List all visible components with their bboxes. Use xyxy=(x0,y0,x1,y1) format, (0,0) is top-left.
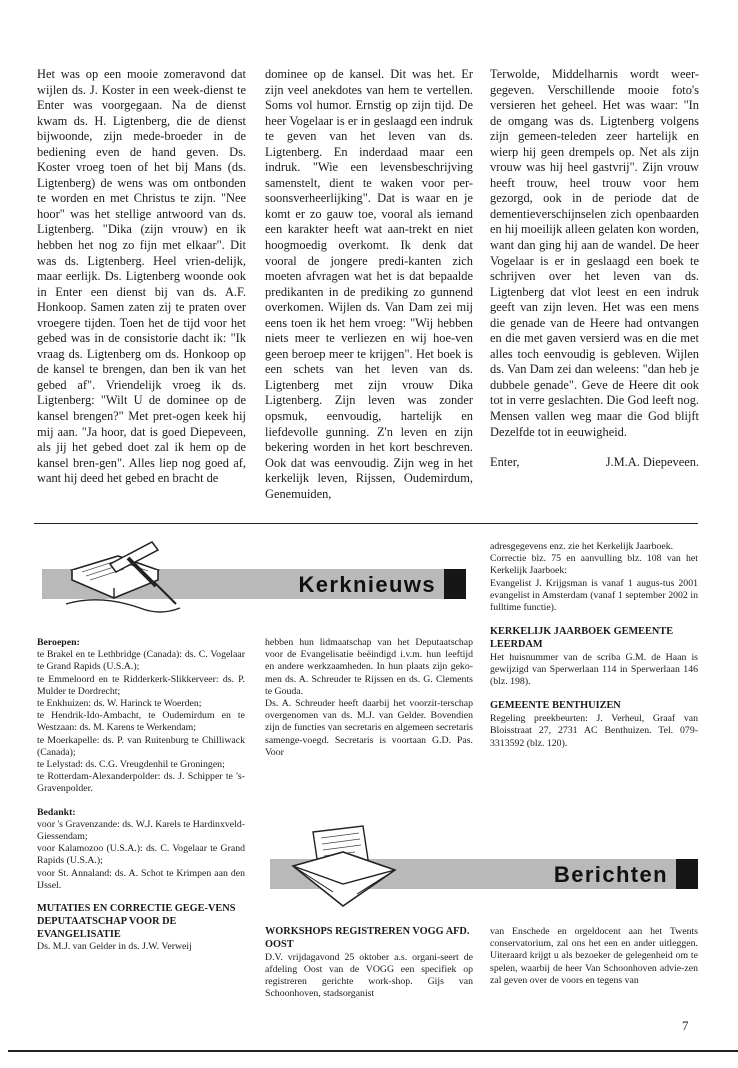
kerknieuws-title: Kerknieuws xyxy=(298,572,436,597)
deputaatschap-text: Ds. A. Schreuder heeft daarbij het voorzit-terschap overgenomen van ds. M.J. van Gelder. Bovendien zijn de functies van secretaris en algemeen secretaris samenge-voegd. Secretaris is voortaan G.D. Pas. Voor xyxy=(265,698,473,758)
leerdam-heading: KERKELIJK JAARBOEK GEMEENTE LEERDAM xyxy=(490,626,674,651)
workshop-text: van Enschede en orgeldocent aan het Twents conservatorium, zal ons het een en ander uitleggen. Uiteraard krijgt u als bezoeker de gelegenheid om te spelen, waarbij de heer Van Schoonhoven advie-zen zal geven over de voors en tegens van xyxy=(490,926,698,986)
article-column-3 xyxy=(490,67,699,471)
kerknieuws-column-right xyxy=(490,541,698,750)
benthuizen-heading: GEMEENTE BENTHUIZEN xyxy=(490,700,621,712)
article-column-1 xyxy=(37,67,246,487)
page-number: 7 xyxy=(682,1018,689,1033)
beroepen-item: te Brakel en te Lethbridge (Canada): ds. C. Vogelaar te Grand Rapids (U.S.A.); xyxy=(37,649,245,673)
beroepen-item: te Emmeloord en te Ridderkerk-Slikkerveer: ds. P. Mulder te Dordrecht; xyxy=(37,673,245,697)
kerknieuws-column-middle xyxy=(265,637,473,759)
bedankt-item: voor Kalamozoo (U.S.A.): ds. C. Vogelaar te Grand Rapids (U.S.A.); xyxy=(37,843,245,867)
article-column-2 xyxy=(265,67,473,502)
jaarboek-text: adresgegevens enz. zie het Kerkelijk Jaarboek. xyxy=(490,541,674,552)
jaarboek-text: Correctie blz. 75 en aanvulling blz. 108 van het Kerkelijk Jaarboek: xyxy=(490,553,698,577)
beroepen-item: te Moerkapelle: ds. P. van Ruitenburg te Chilliwack (Canada); xyxy=(37,734,245,758)
workshop-heading: WORKSHOPS REGISTREREN VOGG AFD. OOST xyxy=(265,926,470,950)
article-text: Het was op een mooie zomeravond dat wijlen ds. J. Koster in een week-dienst te Enter was voorgegaan. Na de dienst kwam ds. H. Ligtenberg, die de dienst bijwoonde, zijn mede-broeder in de bediening even de hand geven. Ds. Koster vroeg toen of het bij Mans (ds. Ligtenberg) de wens was om ontbonden te worden en met Christus te zijn. "Nee hoor" was het stellige antwoord van ds. Ligtenberg. "Dika (zijn vrouw) en ik hebben het nog zo fijn met elkaar". Dit was ds. Ligtenberg. Heel vrien-delijk, maar eerlijk. Ds. Ligtenberg woonde ook in Enter een dienst bij van ds. A.F. Honkoop. Samen zaten zij te praten over vroegere tijden. Toen het de tijd voor het gebed was in de consistorie dacht ik: "Ik vraag ds. Ligtenberg om ds. Honkoop op de kansel te brengen, dan ben ik van het gebed af". Vriendelijk vroeg ik ds. Ligtenberg: "Wilt U de dominee op de kansel brengen?" Met pret-ogen keek hij mij aan. "Ja hoor, dat is goed Diepeveen, als jij het gebed doet zal ik hem op de kansel bren-gen". Alles liep nog goed af, want hij deed het gebed en bracht de xyxy=(37,67,246,486)
beroepen-item: te Lelystad: ds. C.G. Vreugdenhil te Groningen; xyxy=(37,759,225,771)
benthuizen-text: Regeling preekbeurten: J. Verheul, Graaf van Bloisstraat 27, 2731 AC Benthuizen. Tel. 079-3313592 (blz. 120). xyxy=(490,713,698,749)
beroepen-item: te Hendrik-Ido-Ambacht, te Oudemirdum en te Westzaan: ds. M. Karens te Werkendam; xyxy=(37,710,245,734)
berichten-title: Berichten xyxy=(553,862,668,887)
berichten-column-middle xyxy=(265,926,473,1000)
signature-place: Enter, xyxy=(490,455,520,470)
beroepen-heading: Beroepen: xyxy=(37,637,80,648)
deputaatschap-text: hebben hun lidmaatschap van het Deputaatschap voor de Evangelisatie beëindigd i.v.m. hun leeftijd en andere werkzaamheden. In hun plaats zijn geko-men ds. A. Schreuder te Rijssen en ds. G. Clements te Gouda. xyxy=(265,637,473,697)
mutaties-text: Ds. M.J. van Gelder in ds. J.W. Verweij xyxy=(37,941,192,953)
kerknieuws-column-left xyxy=(37,637,245,954)
banner-block xyxy=(444,569,466,599)
workshop-text: D.V. vrijdagavond 25 oktober a.s. organi-seert de afdeling Oost van de VOGG een specifiek op registreren gerichte work-shop. Gijs van Schoonhoven, stadsorganist xyxy=(265,951,473,1000)
beroepen-item: te Rotterdam-Alexanderpolder: ds. J. Schipper te 's-Gravenpolder. xyxy=(37,771,245,795)
envelope-letter-illustration xyxy=(283,822,403,912)
mutaties-heading: MUTATIES EN CORRECTIE GEGE-VENS DEPUTAATSCHAP VOOR DE EVANGELISATIE xyxy=(37,903,236,940)
bedankt-item: voor St. Annaland: ds. A. Schot te Krimpen aan den IJssel. xyxy=(37,867,245,891)
bedankt-item: voor 's Gravenzande: ds. W.J. Karels te Hardinxveld-Giessendam; xyxy=(37,818,245,843)
article-signature xyxy=(490,455,699,471)
berichten-column-right xyxy=(490,926,698,987)
jaarboek-text: Evangelist J. Krijgsman is vanaf 1 augus-tus 2001 evangelist in Amsterdam (vanaf 1 september 2002 in fulltime functie). xyxy=(490,577,698,614)
page-bottom-rule xyxy=(8,1050,738,1052)
section-divider xyxy=(34,523,698,524)
article-text: Terwolde, Middelharnis wordt weer-gegeven. Verschillende mooie foto's versieren het geheel. Het was waar: "In de omgang was ds. Ligtenberg volgens zijn gemeen-teleden zeer hartelijk en wierp hij geen drempels op. Net als zijn vrouw was hij heel gastvrij". Zijn vrouw heeft trouw, heel trouw voor hem gezorgd, ook in de periode dat de dementieverschijnselen zich openbaarden en hij moeilijk alleen gelaten kon worden, want dan ging hij aan de wandel. De heer Vogelaar is er in geslaagd een boek te schrijven over het leven van ds. Ligtenberg dat vlot leest en een indruk geeft van zijn leven. Het was een mens die genade van de Heere had ontvangen en die met gaven versierd was en die met alles toch eenvoudig is gebleven. Wijlen ds. Van Dam zei dan weleens: "dan heb je dubbele genade". Geve de Heere dit ook tot in verre geslachten. Die God leeft nog. Mensen vallen weg maar die God blijft Dezelfde tot in eeuwigheid. xyxy=(490,67,699,439)
leerdam-text: Het huisnummer van de scriba G.M. de Haan is gewijzigd van Sperwerlaan 114 in Sperwerlaan 146 (blz. 198). xyxy=(490,651,698,688)
bedankt-heading: Bedankt: xyxy=(37,806,76,818)
article-text: dominee op de kansel. Dit was het. Er zijn veel anekdotes van hem te vertellen. Soms vol humor. Ernstig op zijn tijd. De heer Vogelaar is er in geslaagd een indruk te geven van het leven van ds. Ligtenberg. En inderdaad maar een indruk. "Wie een levensbeschrijving samenstelt, dient te waken voor per-soonsverheerlijking". Dat is waar en je komt er zo gauw toe, vooral als iemand een karakter heeft wat aan-trekt en niet hoogmoedig overkomt. Ik denk dat vooral de jongere predi-kanten zich moeten afvragen wat het is dat bepaalde predikanten in de prediking zo gunnend overkomen. Wijlen ds. Van Dam zei mij eens toen ik het hem vroeg: "Wij hebben niets meer te verliezen en wij hoe-ven geen beroep meer te krijgen". Het boek is een schets van het leven van ds. Ligtenberg met zijn vrouw Dika Ligtenberg. Zijn leven was zonder opsmuk, eenvoudig, hartelijk en liefdevolle gunning. Z'n leven en zijn bekering worden in het kort beschreven. Ook dat was eenvoudig. Zijn weg in het kerkelijk leven, Rijssen, Oudemirdum, Genemuiden, xyxy=(265,67,473,501)
beroepen-item: te Enkhuizen: ds. W. Harinck te Woerden; xyxy=(37,698,202,710)
banner-block xyxy=(676,859,698,889)
gavel-book-illustration xyxy=(60,536,200,624)
signature-name: J.M.A. Diepeveen. xyxy=(605,455,699,470)
